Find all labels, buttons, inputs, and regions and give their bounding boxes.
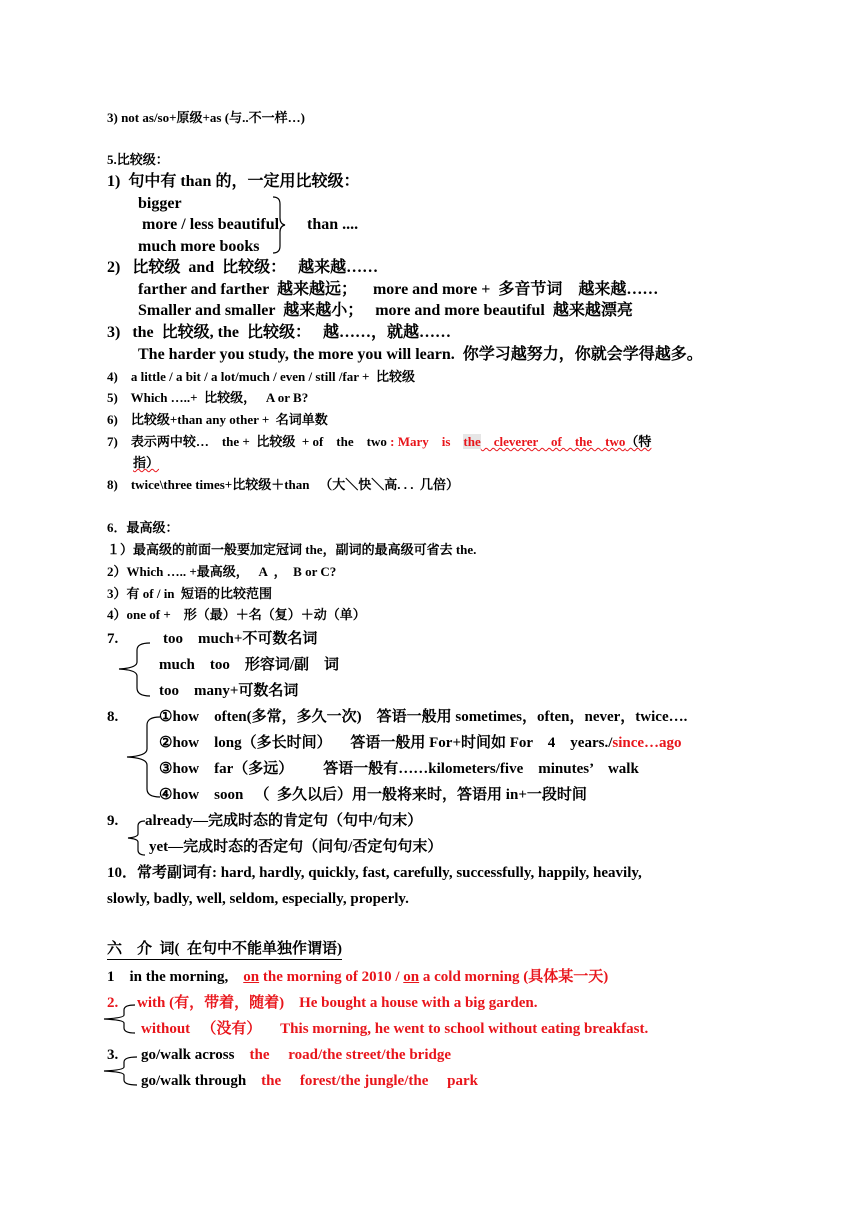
- superlative-rule-3: 3）有 of / in 短语的比较范围: [107, 586, 273, 601]
- across-line: go/walk across the road/the street/the bridge: [141, 1047, 451, 1063]
- how-often-line: ①how often(多常，多久一次) 答语一般用 sometimes，often，never，twice….: [159, 709, 688, 725]
- comparative-rule-4: 4) a little / a bit / a lot/much / even / still /far + 比较级: [107, 369, 415, 384]
- comparative-rule-3: 3) the 比较级, the 比较级： 越……，就越……: [107, 324, 451, 341]
- section-7-number: 7.: [107, 631, 119, 647]
- section-5-title: 5.比较级：: [107, 152, 169, 167]
- item-not-as-so: 3) not as/so+原级+as (与..不一样…): [107, 110, 305, 125]
- example-than: than ....: [307, 216, 359, 233]
- too-many-line: too many+可数名词: [159, 683, 299, 699]
- superlative-rule-1: １）最高级的前面一般要加定冠词 the，副词的最高级可省去 the.: [107, 542, 477, 557]
- right-brace: [272, 196, 286, 254]
- comparative-rule-7-cont: 指）: [133, 455, 160, 470]
- much-too-line: much too 形容词/副 词: [159, 657, 340, 673]
- preposition-in-on-line: 1 in the morning, on the morning of 2010 / on a cold morning (具体某一天): [107, 969, 609, 985]
- already-line: already—完成时态的肯定句（句中/句末）: [145, 813, 423, 829]
- how-soon-line: ④how soon （ 多久以后）用一般将来时，答语用 in+一段时间: [159, 787, 587, 803]
- comparative-rule-5: 5) Which …..+ 比较级， A or B?: [107, 390, 309, 405]
- comparative-rule-2: 2) 比较级 and 比较级： 越来越……: [107, 259, 379, 276]
- left-brace: [102, 1056, 138, 1086]
- section-9-number: 9.: [107, 813, 119, 829]
- how-far-line: ③how far（多远） 答语一般有……kilometers/five minutes’ walk: [159, 761, 639, 777]
- comparative-rule-8: 8) twice\three times+比较级＋than （大＼快＼高. . . 几倍）: [107, 477, 459, 492]
- preposition-heading: 六 介 词( 在句中不能单独作谓语): [107, 942, 342, 960]
- too-much-line: too much+不可数名词: [163, 631, 318, 647]
- section-6-title: 6．最高级：: [107, 520, 179, 535]
- comparative-rule-6: 6) 比较级+than any other + 名词单数: [107, 412, 328, 427]
- comparative-rule-3-example: The harder you study, the more you will learn. 你学习越努力，你就会学得越多。: [138, 346, 703, 363]
- comparative-rule-1: 1) 句中有 than 的，一定用比较级：: [107, 173, 360, 190]
- left-brace: [126, 820, 146, 856]
- preposition-3-number: 3.: [107, 1047, 119, 1063]
- comparative-rule-2-example-b: Smaller and smaller 越来越小； more and more beautiful 越来越漂亮: [138, 302, 633, 319]
- superlative-rule-4: 4）one of + 形（最）＋名（复）＋动（单）: [107, 607, 366, 622]
- adverbs-line-2: slowly, badly, well, seldom, especially, properly.: [107, 891, 409, 907]
- adverbs-line-1: 10．常考副词有: hard, hardly, quickly, fast, carefully, successfully, happily, heavily,: [107, 865, 642, 881]
- preposition-without-line: without （没有） This morning, he went to school without eating breakfast.: [141, 1021, 649, 1037]
- example-much-more: much more books: [138, 238, 260, 255]
- yet-line: yet—完成时态的否定句（问句/否定句句末）: [149, 839, 443, 855]
- superlative-rule-2: 2）Which ….. +最高级， A ， B or C?: [107, 564, 337, 579]
- preposition-with-line: with (有，带着，随着) He bought a house with a big garden.: [137, 995, 538, 1011]
- example-more-less: more / less beautiful: [142, 216, 280, 233]
- how-long-line: ②how long（多长时间） 答语一般用 For+时间如 For 4 years./since…ago: [159, 735, 682, 751]
- left-brace: [125, 716, 161, 798]
- preposition-2-number: 2.: [107, 995, 119, 1011]
- highlighted-the: the: [463, 434, 481, 449]
- left-brace: [102, 1004, 136, 1034]
- comparative-rule-2-example-a: farther and farther 越来越远； more and more + 多音节词 越来越……: [138, 281, 659, 298]
- example-bigger: bigger: [138, 195, 182, 212]
- comparative-rule-7: 7) 表示两中较… the + 比较级 + of the two : Mary is the cleverer of the two（特: [107, 434, 652, 449]
- left-brace: [117, 642, 151, 698]
- through-line: go/walk through the forest/the jungle/the park: [141, 1073, 478, 1089]
- section-8-number: 8.: [107, 709, 119, 725]
